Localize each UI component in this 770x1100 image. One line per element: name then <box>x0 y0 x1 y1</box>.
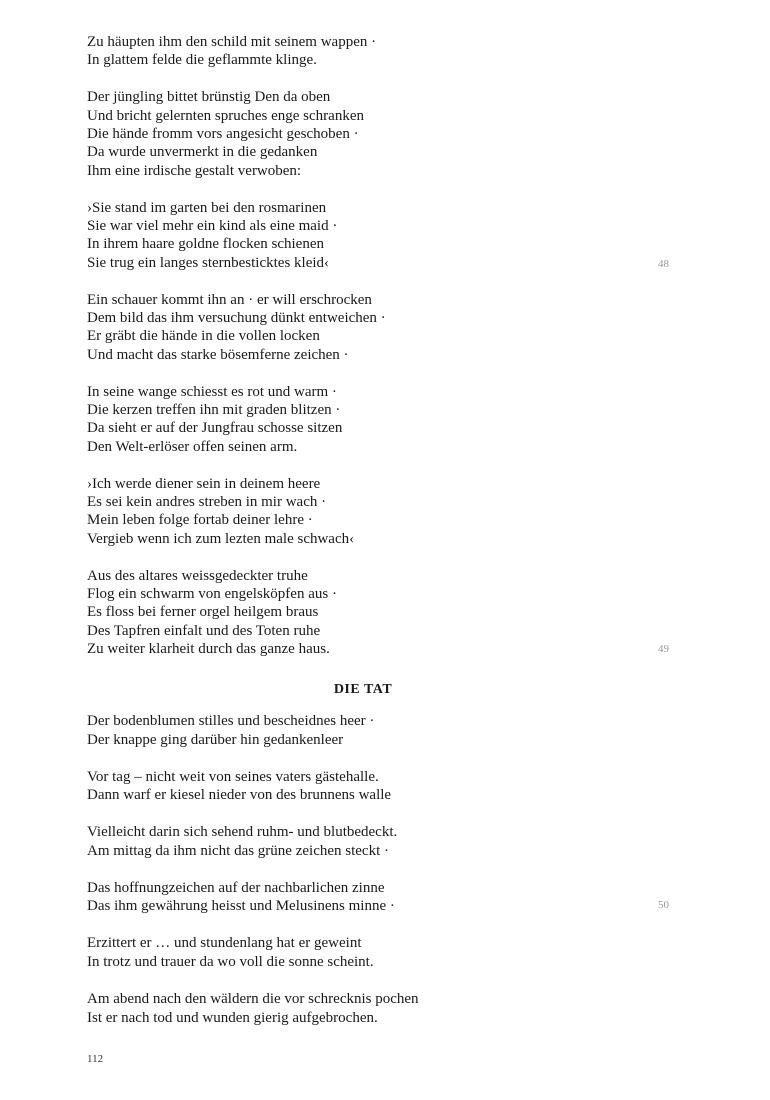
verse-line: Die kerzen treffen ihn mit graden blitzen · <box>87 402 341 418</box>
verse-line: Am mittag da ihm nicht das grüne zeichen steckt · <box>87 842 389 859</box>
verse-line: In ihrem haare goldne flocken schienen <box>87 236 324 253</box>
verse-line: Zu häupten ihm den schild mit seinem wappen · <box>87 34 377 50</box>
verse-line: Es floss bei ferner orgel heilgem braus <box>87 604 319 621</box>
verse-line: Erzittert er … und stundenlang hat er geweint <box>87 935 362 952</box>
verse-line: Am abend nach den wäldern die vor schrecknis pochen <box>87 991 419 1007</box>
verse-line: Sie trug ein langes sternbesticktes kleid‹ <box>87 254 330 271</box>
margin-line-number: 50 <box>658 899 669 911</box>
verse-line: Die hände fromm vors angesicht geschoben · <box>87 126 359 142</box>
page-number: 112 <box>87 1053 104 1065</box>
verse-line: Der bodenblumen stilles und bescheidnes heer · <box>87 713 375 729</box>
verse-line: Vielleicht darin sich sehend ruhm- und blutbedeckt. <box>87 824 398 841</box>
verse-line: ›Sie stand im garten bei den rosmarinen <box>87 199 327 216</box>
verse-line: Der knappe ging darüber hin gedankenleer <box>87 731 344 748</box>
verse-line: Das hoffnungzeichen auf der nachbarlichen zinne <box>87 879 385 896</box>
verse-line: Und bricht gelernten spruches enge schranken <box>87 107 364 124</box>
verse-line: Der jüngling bittet brünstig Den da oben <box>87 89 331 106</box>
verse-line: Den Welt-erlöser offen seinen arm. <box>87 438 298 455</box>
verse-line: Ist er nach tod und wunden gierig aufgebrochen. <box>87 1009 378 1026</box>
verse-line: Da sieht er auf der Jungfrau schosse sitzen <box>87 420 343 437</box>
poem-title: DIE TAT <box>333 682 393 697</box>
verse-line: Flog ein schwarm von engelsköpfen aus · <box>87 586 337 602</box>
margin-line-number: 49 <box>658 643 669 655</box>
verse-line: Vergieb wenn ich zum lezten male schwach‹ <box>87 530 355 547</box>
margin-line-number: 48 <box>658 258 669 270</box>
verse-line: Er gräbt die hände in die vollen locken <box>87 328 320 345</box>
verse-line: Sie war viel mehr ein kind als eine maid · <box>87 218 338 234</box>
verse-line: Mein leben folge fortab deiner lehre · <box>87 512 313 529</box>
verse-line: Aus des altares weissgedeckter truhe <box>87 567 308 584</box>
verse-line: In glattem felde die geflammte klinge. <box>87 52 317 69</box>
verse-line: Das ihm gewährung heisst und Melusinens minne · <box>87 898 395 915</box>
verse-line: Ihm eine irdische gestalt verwoben: <box>87 162 302 179</box>
verse-line: Zu weiter klarheit durch das ganze haus. <box>87 641 330 658</box>
verse-line: Und macht das starke bösemferne zeichen · <box>87 346 349 363</box>
verse-line: Ein schauer kommt ihn an · er will erschrocken <box>87 291 372 308</box>
verse-line: In seine wange schiesst es rot und warm · <box>87 383 337 400</box>
verse-line: Da wurde unvermerkt in die gedanken <box>87 144 318 161</box>
verse-line: Dem bild das ihm versuchung dünkt entweichen · <box>87 310 386 326</box>
verse-line: In trotz und trauer da wo voll die sonne scheint. <box>87 954 374 970</box>
verse-line: Vor tag – nicht weit von seines vaters gästehalle. <box>87 768 379 785</box>
verse-line: ›Ich werde diener sein in deinem heere <box>87 475 321 492</box>
verse-line: Des Tapfren einfalt und des Toten ruhe <box>87 622 321 639</box>
verse-line: Dann warf er kiesel nieder von des brunnens walle <box>87 787 392 804</box>
verse-line: Es sei kein andres streben in mir wach · <box>87 494 327 510</box>
